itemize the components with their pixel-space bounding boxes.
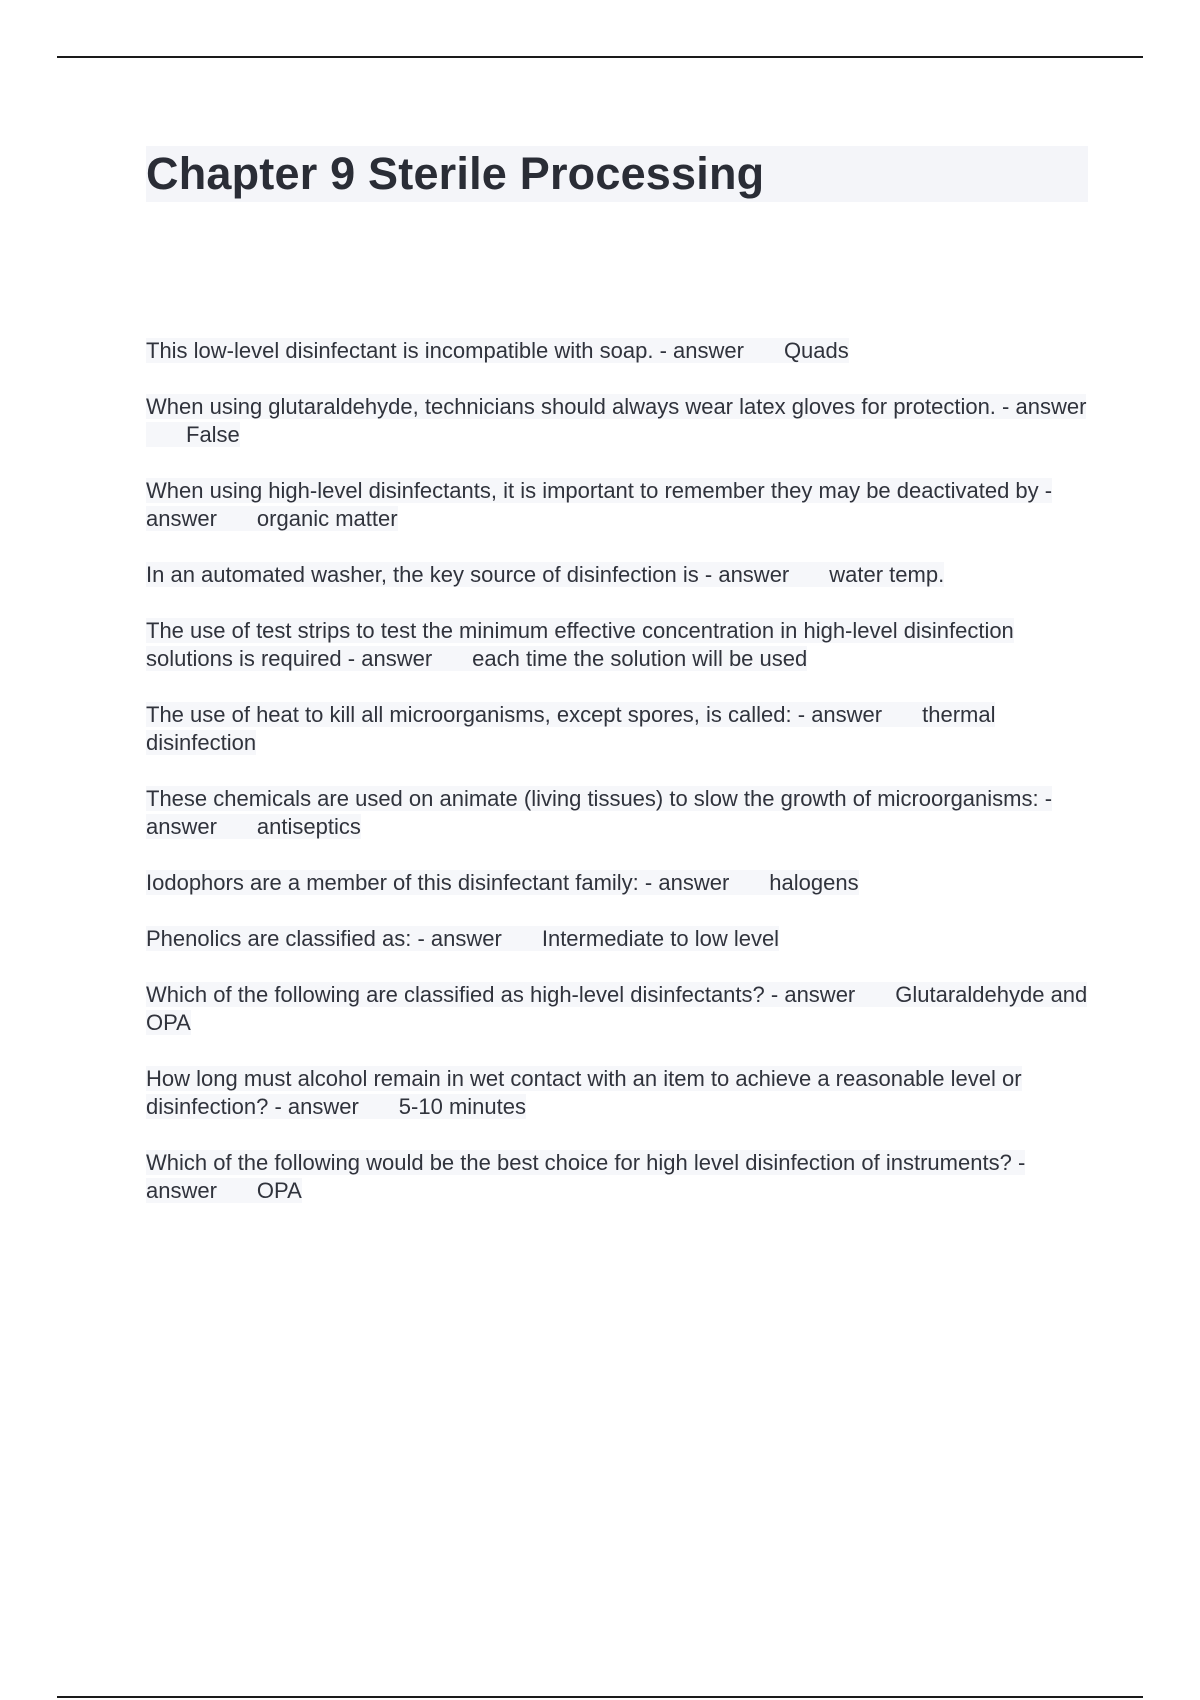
answer-text: Glutaraldehyde and OPA (146, 982, 1088, 1035)
qa-item (146, 981, 1090, 1037)
page-title: Chapter 9 Sterile Processing (146, 148, 765, 199)
qa-item (146, 869, 1090, 897)
question-text: Which of the following would be the best choice for high level disinfection of instruments? (146, 1150, 1012, 1175)
qa-item (146, 1149, 1090, 1205)
question-text: Which of the following are classified as high-level disinfectants? (146, 982, 765, 1007)
answer-text: water temp. (829, 562, 945, 587)
answer-text: 5-10 minutes (398, 1094, 526, 1119)
qa-item (146, 701, 1090, 757)
answer-separator: - answer (704, 562, 790, 587)
answer-text: halogens (769, 870, 859, 895)
answer-separator: - answer (347, 646, 433, 671)
answer-text: thermal disinfection (146, 702, 996, 755)
question-text: In an automated washer, the key source of disinfection is (146, 562, 699, 587)
answer-separator: - answer (146, 786, 1053, 839)
question-text: Phenolics are classified as: (146, 926, 412, 951)
answer-text: organic matter (256, 506, 398, 531)
bottom-rule (57, 1696, 1143, 1698)
answer-separator: - answer (770, 982, 856, 1007)
question-text: How long must alcohol remain in wet contact with an item to achieve a reasonable level or disinfection? (146, 1066, 1022, 1119)
question-text: Iodophors are a member of this disinfectant family: (146, 870, 639, 895)
answer-text: False (186, 422, 240, 447)
question-text: These chemicals are used on animate (living tissues) to slow the growth of microorganisms: (146, 786, 1039, 811)
answer-text: OPA (256, 1178, 302, 1203)
qa-list (146, 337, 1090, 1233)
top-rule (57, 56, 1143, 58)
answer-text: antiseptics (256, 814, 361, 839)
answer-separator: - answer (146, 478, 1053, 531)
qa-item (146, 337, 1090, 365)
question-text: This low-level disinfectant is incompatible with soap. (146, 338, 654, 363)
qa-item (146, 561, 1090, 589)
qa-item (146, 617, 1090, 673)
question-text: When using high-level disinfectants, it is important to remember they may be deactivated by (146, 478, 1039, 503)
answer-text: Quads (783, 338, 849, 363)
answer-separator: - answer (274, 1094, 359, 1119)
answer-separator: - answer (146, 1150, 1026, 1203)
answer-separator: - answer (659, 338, 744, 363)
answer-separator: - answer (644, 870, 730, 895)
question-text: The use of heat to kill all microorganisms, except spores, is called: (146, 702, 792, 727)
answer-separator: - answer (417, 926, 502, 951)
question-text: The use of test strips to test the minimum effective concentration in high-level disinfection solutions is required (146, 618, 1014, 671)
question-text: When using glutaraldehyde, technicians should always wear latex gloves for protection. (146, 394, 996, 419)
answer-text: Intermediate to low level (541, 926, 780, 951)
qa-item (146, 925, 1090, 953)
qa-item (146, 477, 1090, 533)
qa-item (146, 1065, 1090, 1121)
answer-separator: - answer (1002, 394, 1087, 419)
answer-text: each time the solution will be used (472, 646, 808, 671)
qa-item (146, 393, 1090, 449)
answer-separator: - answer (797, 702, 883, 727)
qa-item (146, 785, 1090, 841)
